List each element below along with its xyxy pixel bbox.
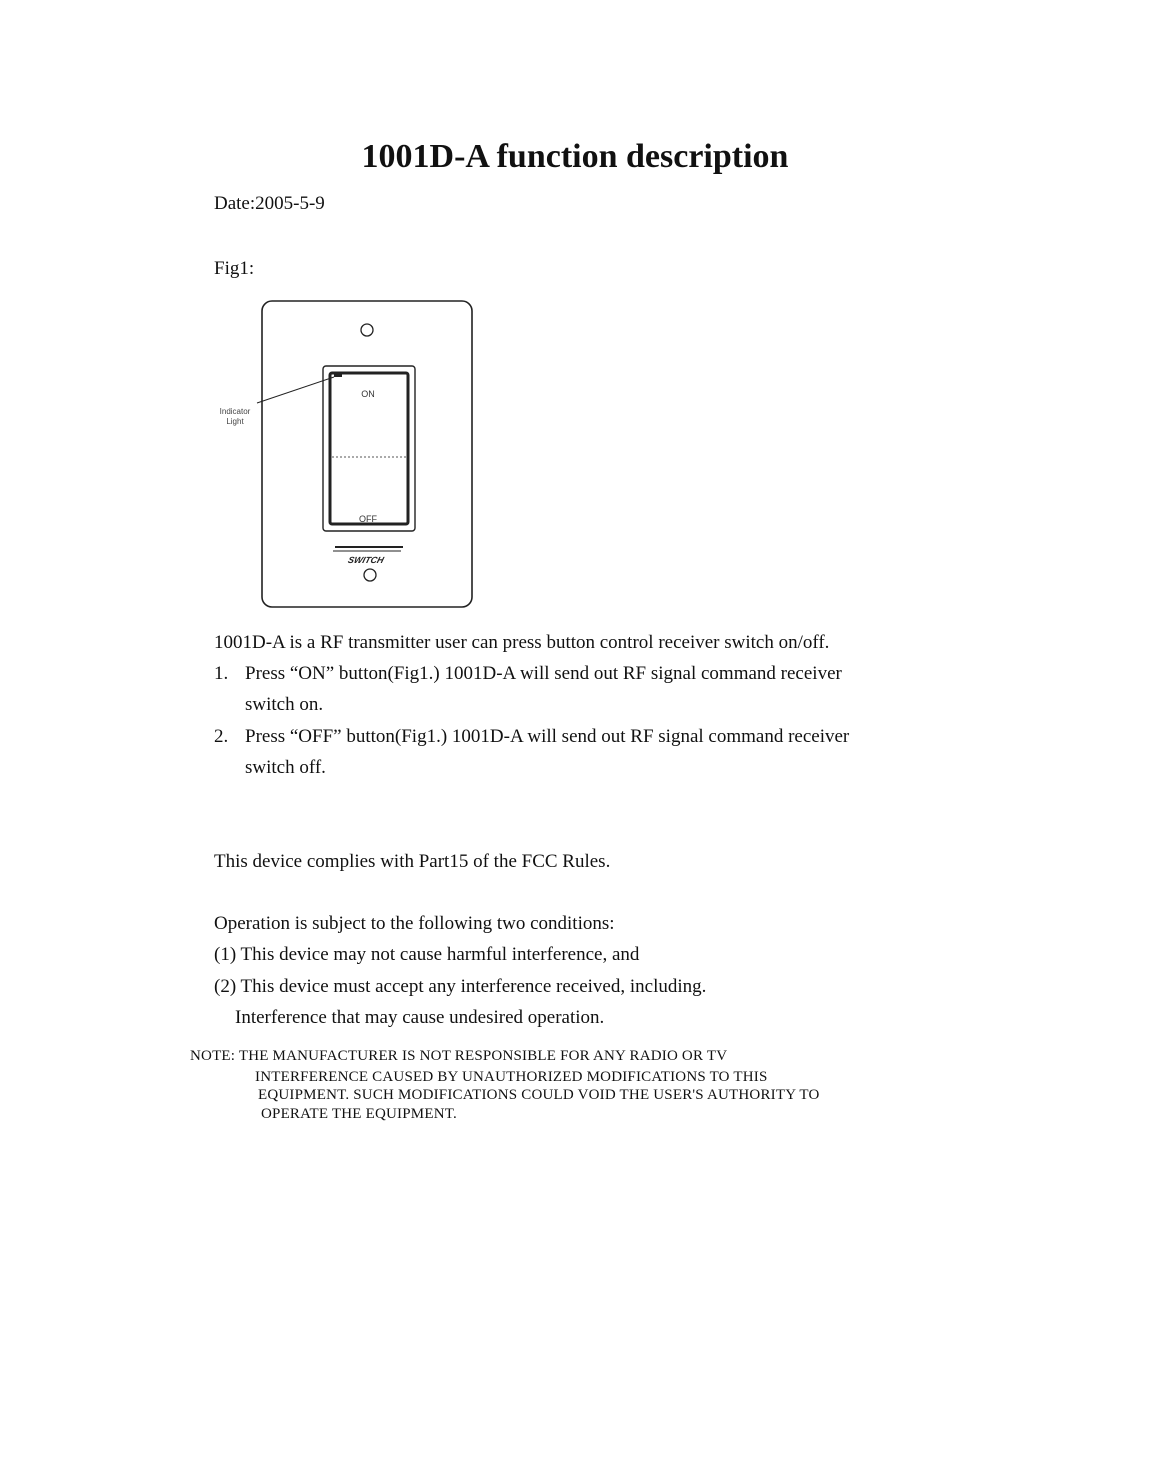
page-title: 1001D-A function description (361, 138, 789, 175)
item1-number: 1. (214, 663, 229, 684)
document-date: Date:2005-5-9 (214, 193, 325, 214)
fcc-conditions-intro: Operation is subject to the following two conditions: (214, 913, 615, 934)
item2-number: 2. (214, 726, 229, 747)
note-line4: OPERATE THE EQUIPMENT. (261, 1106, 457, 1122)
item1-line1: Press “ON” button(Fig1.) 1001D-A will send out RF signal command receiver (245, 663, 842, 684)
intro-paragraph: 1001D-A is a RF transmitter user can press button control receiver switch on/off. (214, 632, 830, 653)
item2-line2: switch off. (245, 757, 326, 778)
fcc-compliance: This device complies with Part15 of the FCC Rules. (214, 851, 611, 872)
fcc-condition-2-cont: Interference that may cause undesired operation. (235, 1007, 605, 1028)
fcc-condition-2: (2) This device must accept any interference received, including. (214, 976, 707, 997)
off-label: OFF (359, 514, 377, 524)
note-line1: NOTE: THE MANUFACTURER IS NOT RESPONSIBLE FOR ANY RADIO OR TV (190, 1048, 728, 1064)
item1-line2: switch on. (245, 694, 324, 715)
indicator-label-line1: Indicator (219, 407, 251, 416)
switch-figure (205, 295, 485, 615)
item2-line1: Press “OFF” button(Fig1.) 1001D-A will send out RF signal command receiver (245, 726, 850, 747)
indicator-light-icon (334, 373, 342, 377)
brand-logo: SWITCH (346, 555, 386, 565)
fcc-condition-1: (1) This device may not cause harmful interference, and (214, 944, 640, 965)
indicator-label-line2: Light (226, 417, 244, 426)
note-line2: INTERFERENCE CAUSED BY UNAUTHORIZED MODIFICATIONS TO THIS (255, 1069, 768, 1085)
bottom-screw-icon (364, 569, 376, 581)
figure-label: Fig1: (214, 258, 255, 279)
note-line3: EQUIPMENT. SUCH MODIFICATIONS COULD VOID THE USER'S AUTHORITY TO (258, 1087, 820, 1103)
top-screw-icon (361, 324, 373, 336)
on-label: ON (361, 389, 375, 399)
